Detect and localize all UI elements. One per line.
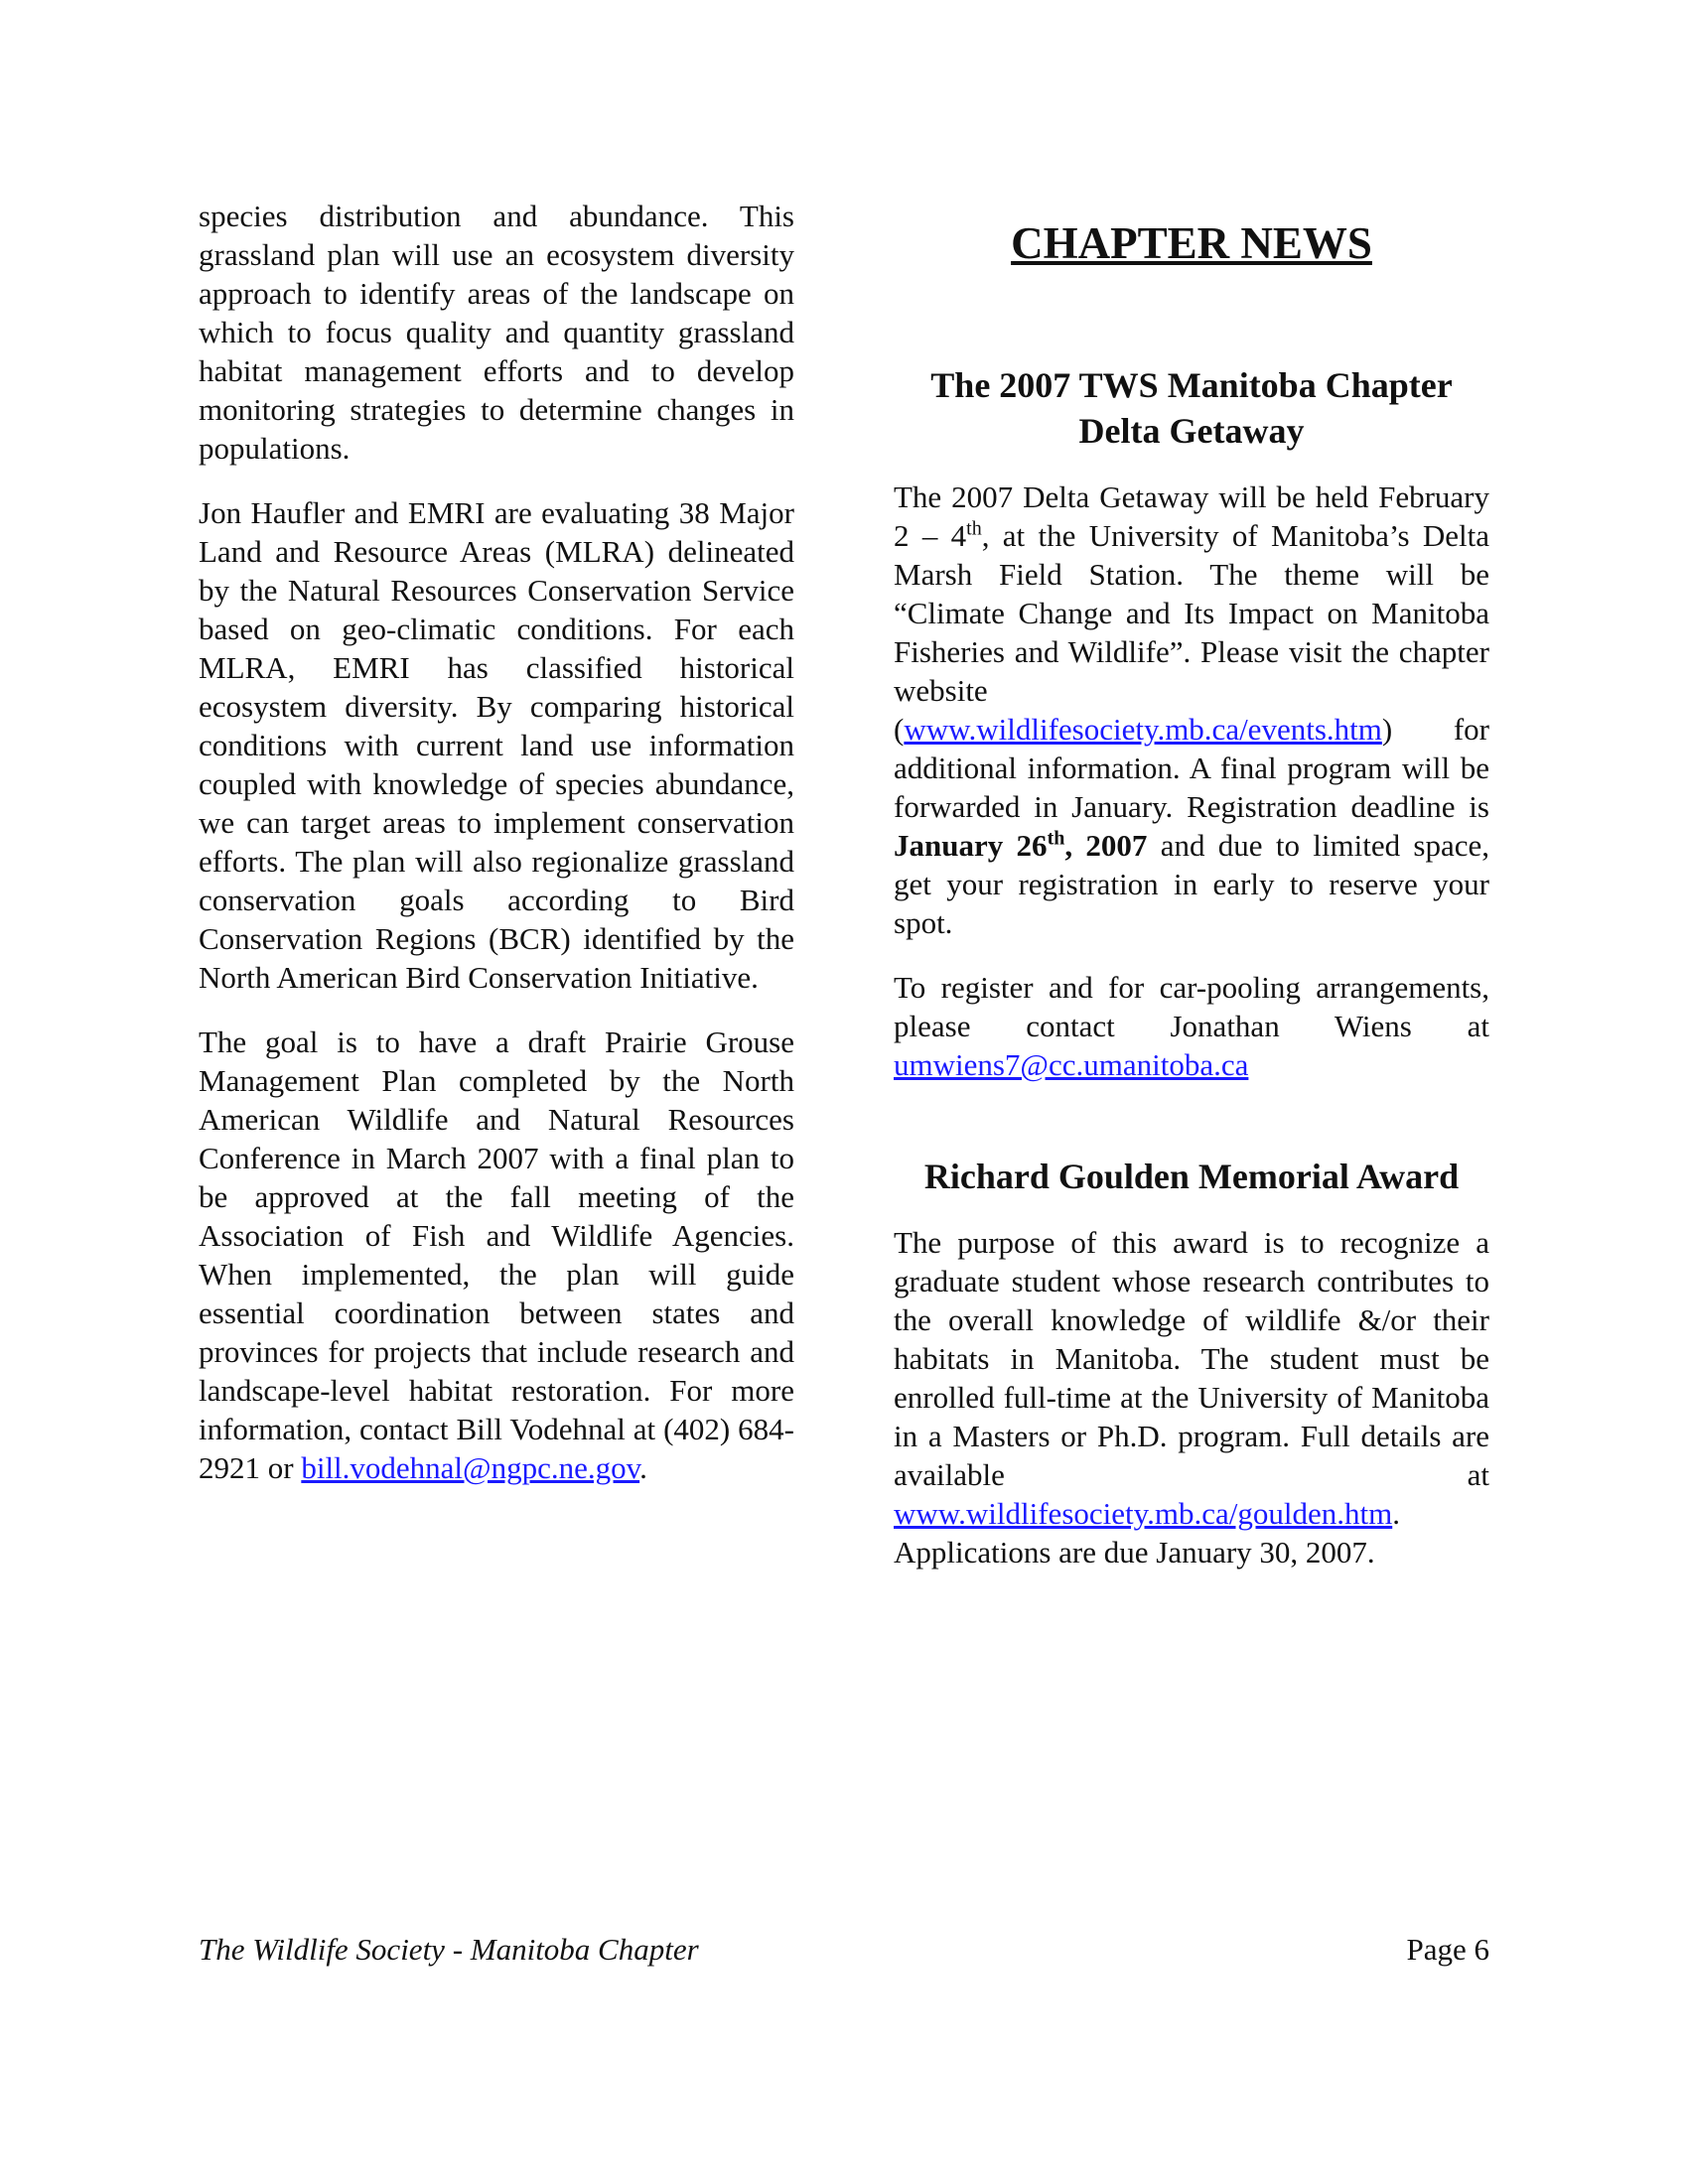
deadline-date: January 26	[894, 828, 1048, 863]
paragraph-getaway-details	[894, 478, 1489, 942]
paragraph-grassland-plan: species distribution and abundance. This grassland plan will use an ecosystem diversity approach to identify areas of the landscape on which to focus quality and quantity grassland habitat management efforts and to develop monitoring strategies to determine changes in populations.	[199, 199, 794, 466]
getaway-text-c: ) for additional information. A final program will be forwarded in January. Registration deadline is	[894, 712, 1489, 824]
getaway-text-a: The 2007 Delta Getaway will be held February 2 – 4	[894, 479, 1489, 553]
getaway-text-b: , at the University of Manitoba’s Delta Marsh Field Station. The theme will be “Climate Change and Its Impact on Manitoba Fisheries and Wildlife”. Please visit the chapter website (	[894, 518, 1489, 747]
left-column	[199, 197, 794, 1513]
award-text-a: The purpose of this award is to recognize a graduate student whose research contributes to the overall knowledge of wildlife &/or their habitats in Manitoba. The student must be enrolled full-time at the University of Manitoba in a Masters or Ph.D. program. Full details are available at	[894, 1225, 1489, 1492]
footer-publication-name: The Wildlife Society - Manitoba Chapter	[199, 1932, 699, 1967]
award-heading: Richard Goulden Memorial Award	[923, 1157, 1460, 1196]
getaway-text-d: and due to limited space, get your registration in early to reserve your spot.	[894, 828, 1490, 940]
wiens-email-link[interactable]: umwiens7@cc.umanitoba.ca	[894, 1047, 1249, 1082]
registration-text: To register and for car-pooling arrangements, please contact Jonathan Wiens at	[894, 970, 1489, 1043]
vodehnal-email-link[interactable]: bill.vodehnal@ngpc.ne.gov	[301, 1450, 640, 1485]
section-title: CHAPTER NEWS	[1011, 218, 1372, 268]
paragraph-mlra-evaluation: Jon Haufler and EMRI are evaluating 38 Major Land and Resource Areas (MLRA) delineated by the Natural Resources Conservation Service based on geo-climatic conditions. For each MLRA, EMRI has classified historical ecosystem diversity. By comparing historical conditions with current land use information coupled with knowledge of species abundance, we can target areas to implement conservation efforts. The plan will also regionalize grassland conservation goals according to Bird Conservation Regions (BCR) identified by the North American Bird Conservation Initiative.	[199, 495, 794, 995]
grouse-plan-period: .	[639, 1450, 647, 1485]
events-website-link[interactable]: www.wildlifesociety.mb.ca/events.htm	[904, 712, 1382, 747]
page-footer	[199, 1930, 1489, 1970]
paragraph-award-details	[894, 1223, 1489, 1571]
award-text-b: . Applications are due January 30, 2007.	[894, 1496, 1400, 1570]
paragraph-grouse-plan	[199, 1023, 794, 1487]
getaway-heading: The 2007 TWS Manitoba Chapter Delta Getaway	[930, 365, 1453, 451]
getaway-superscript-1: th	[966, 517, 982, 540]
goulden-website-link[interactable]: www.wildlifesociety.mb.ca/goulden.htm	[894, 1496, 1393, 1531]
grouse-plan-text: The goal is to have a draft Prairie Grouse Management Plan completed by the North American Wildlife and Natural Resources Conference in March 2007 with a final plan to be approved at the fall meeting of the Association of Fish and Wildlife Agencies. When implemented, the plan will guide essential coordination between states and provinces for projects that include research and landscape-level habitat restoration. For more information, contact Bill Vodehnal at (402) 684-2921 or	[199, 1024, 794, 1485]
right-column	[894, 197, 1489, 1597]
deadline-year: , 2007	[1064, 828, 1148, 863]
registration-deadline	[894, 828, 1147, 863]
paragraph-registration-contact	[894, 968, 1489, 1084]
page-number: Page 6	[1406, 1932, 1489, 1967]
getaway-superscript-2: th	[1047, 827, 1065, 850]
